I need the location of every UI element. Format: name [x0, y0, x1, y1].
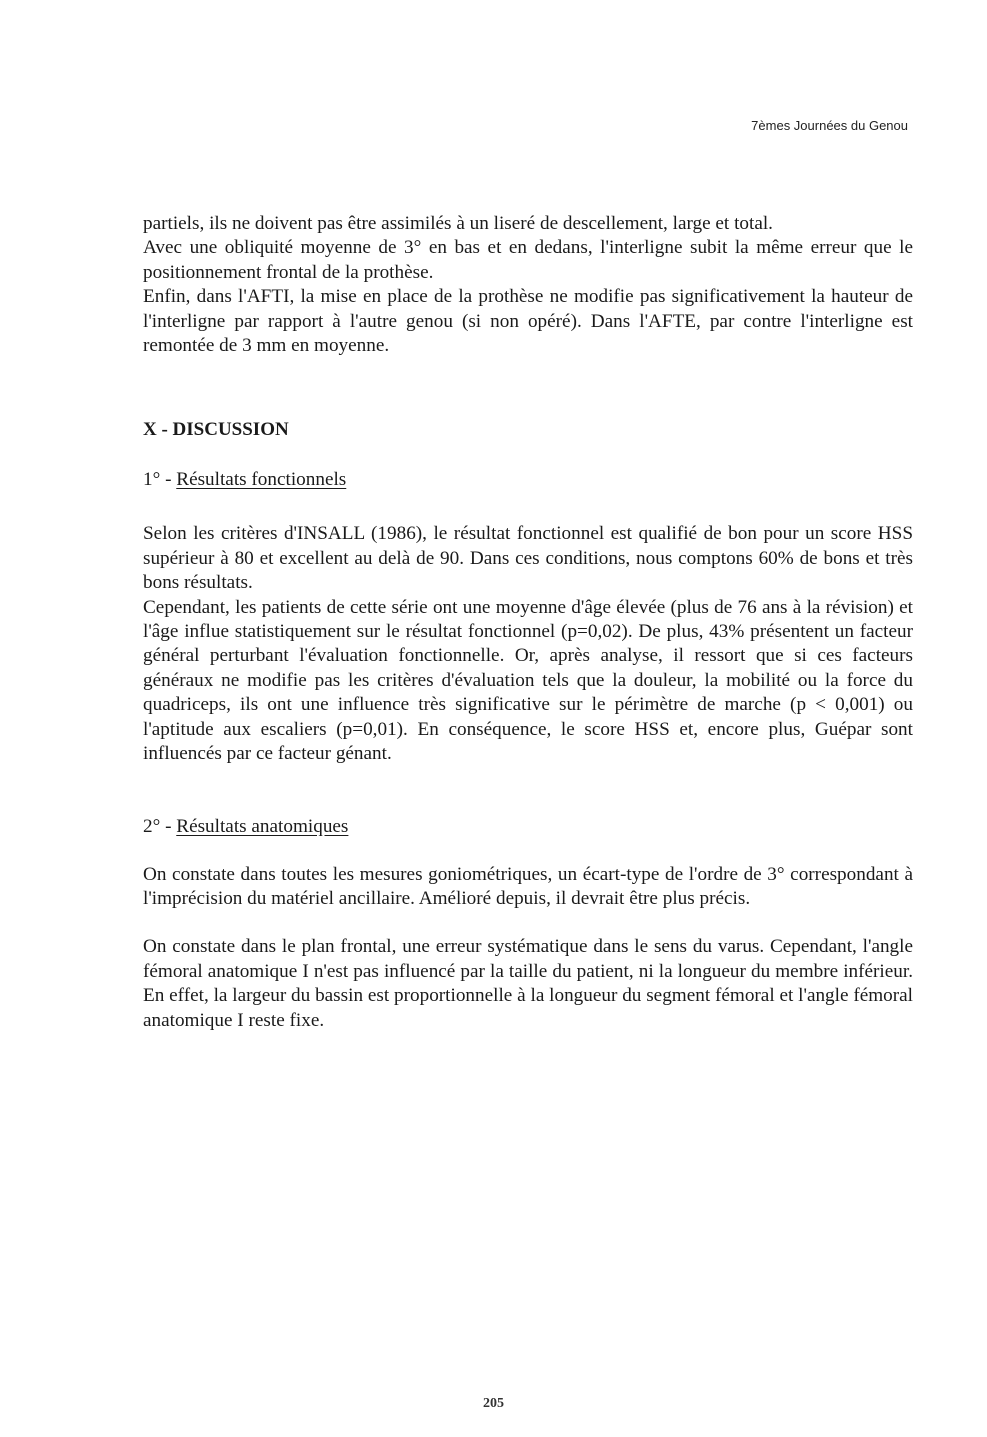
functional-paragraph-2: Cependant, les patients de cette série ont une moyenne d'âge élevée (plus de 76 ans à la révision) et l'âge influe statistiquement sur le résultat fonctionnel (p=0,02). De plus, 43% présentent un facteur général perturbant l'évaluation fonctionnelle. Or, après analyse, il ressort que si ces facteurs généraux ne modifie pas les critères d'évaluation tels que la douleur, la mobilité ou la force du quadriceps, ils ont une influence très significative sur le périmètre de marche (p < 0,001) ou l'aptitude aux escaliers (p=0,01). En conséquence, le score HSS et, encore plus, Guépar sont influencés par ce facteur génant.	[143, 596, 913, 765]
spacer	[143, 442, 913, 468]
subsection-number: 1° -	[143, 469, 177, 491]
functional-paragraph-1: Selon les critères d'INSALL (1986), le résultat fonctionnel est qualifié de bon pour un score HSS supérieur à 80 et excellent au delà de 90. Dans ces conditions, nous comptons 60% de bons et très bons résultats.	[143, 523, 913, 594]
subsection-title: Résultats anatomiques	[176, 815, 349, 837]
spacer	[143, 492, 913, 516]
intro-paragraph-1: partiels, ils ne doivent pas être assimilés à un liseré de descellement, large et total.	[143, 213, 773, 234]
subsection-number: 2° -	[143, 815, 177, 837]
anatomical-paragraph-2: On constate dans le plan frontal, une erreur systématique dans le sens du varus. Cependant, l'angle fémoral anatomique I n'est pas influencé par la taille du patient, ni la longueur du membre inférieur. En effet, la largeur du bassin est proportionnelle à la longueur du segment fémoral et l'angle fémoral anatomique I reste fixe.	[143, 936, 913, 1031]
page-number: 205	[483, 1396, 504, 1411]
spacer	[143, 839, 913, 863]
page-body	[143, 212, 913, 1033]
subsection-heading-anatomical	[143, 815, 913, 839]
subsection-heading-functional	[143, 468, 913, 492]
running-header: 7èmes Journées du Genou	[751, 118, 908, 133]
anatomical-paragraph-1: On constate dans toutes les mesures goniométriques, un écart-type de l'ordre de 3° correspondant à l'imprécision du matériel ancillaire. Amélioré depuis, il devrait être plus précis.	[143, 863, 913, 909]
spacer	[143, 358, 913, 406]
section-title: X - DISCUSSION	[143, 419, 289, 441]
spacer	[143, 911, 913, 935]
intro-paragraph-2: Avec une obliquité moyenne de 3° en bas et en dedans, l'interligne subit la même erreur que le positionnement frontal de la prothèse.	[143, 237, 913, 283]
spacer	[143, 767, 913, 815]
intro-paragraph-3: Enfin, dans l'AFTI, la mise en place de la prothèse ne modifie pas significativement la hauteur de l'interligne par rapport à l'autre genou (si non opéré). Dans l'AFTE, par contre l'interligne est remontée de 3 mm en moyenne.	[143, 286, 913, 357]
subsection-title: Résultats fonctionnels	[176, 469, 347, 491]
